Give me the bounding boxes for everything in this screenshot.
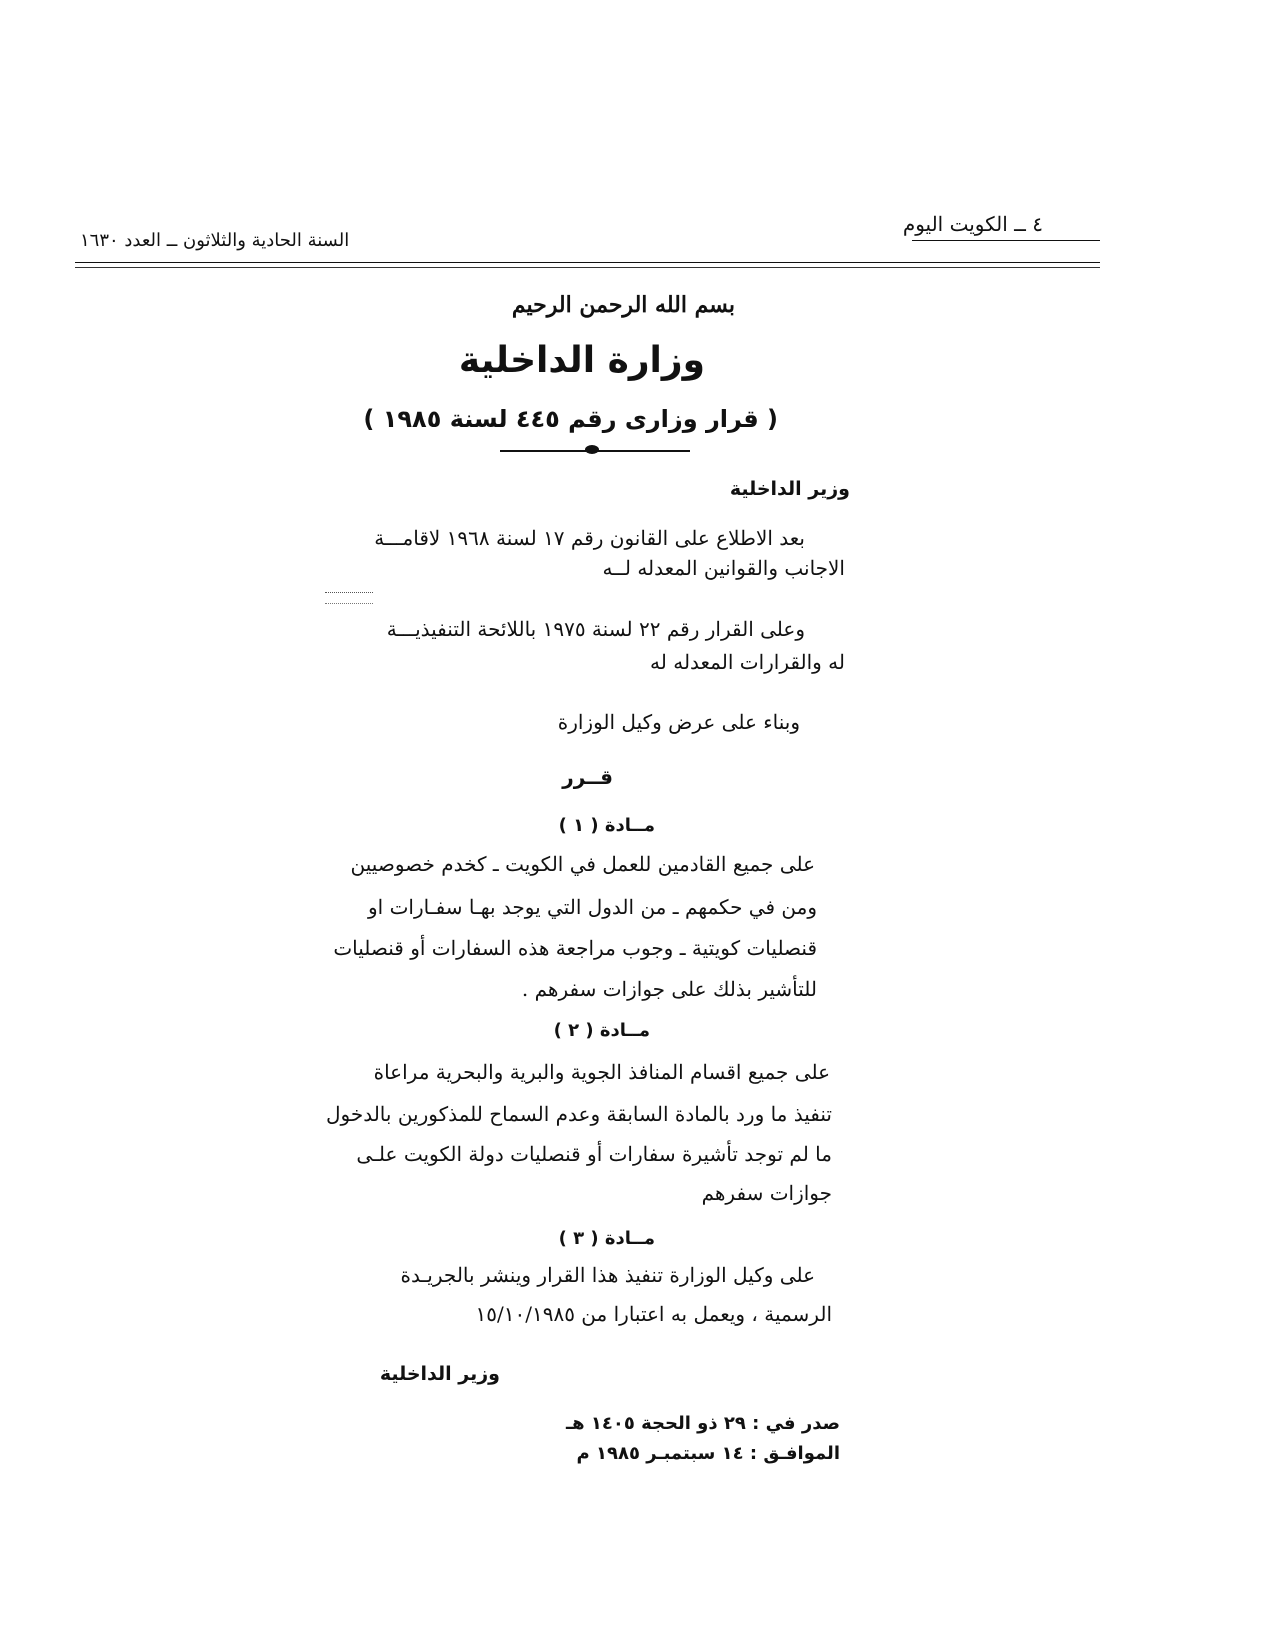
article-line: على وكيل الوزارة تنفيذ هذا القرار وينشر بالجريـدة [400,1263,815,1287]
preamble-line: وعلى القرار رقم ٢٢ لسنة ١٩٧٥ باللائحة التنفيذيـــة [386,617,805,641]
issued-date-hijri: صدر في : ٢٩ ذو الحجة ١٤٠٥ هـ [565,1413,840,1434]
decided-heading: قــرر [562,765,613,789]
preamble-line: الاجانب والقوانين المعدله لــه [602,556,845,580]
article-line: على جميع اقسام المنافذ الجوية والبرية والبحرية مراعاة [373,1060,830,1084]
stamp-mark [325,592,373,604]
preamble-line: بعد الاطلاع على القانون رقم ١٧ لسنة ١٩٦٨ لاقامـــة [374,526,805,550]
decree-title: ( قرار وزارى رقم ٤٤٥ لسنة ١٩٨٥ ) [363,405,778,433]
issued-date-gregorian: الموافـق : ١٤ سبتمبـر ١٩٨٥ م [576,1443,840,1464]
article-line: قنصليات كويتية ـ وجوب مراجعة هذه السفارات أو قنصليات [333,936,817,960]
title-divider-ornament [585,445,599,454]
minister-heading: وزير الداخلية [729,478,850,500]
header-rule [75,262,1100,263]
ministry-title: وزارة الداخلية [458,340,705,381]
article-title: مــادة ( ٢ ) [553,1020,650,1041]
article-line: الرسمية ، ويعمل به اعتبارا من ١٥/١٠/١٩٨٥ [475,1302,832,1326]
article-title: مــادة ( ١ ) [558,815,655,836]
preamble-line: له والقرارات المعدله له [650,650,845,674]
article-line: على جميع القادمين للعمل في الكويت ـ كخدم خصوصيين [350,852,815,876]
article-line: تنفيذ ما ورد بالمادة السابقة وعدم السماح للمذكورين بالدخول [325,1102,832,1126]
header-rule-secondary [75,267,1100,268]
basmala: بسم الله الرحمن الرحيم [511,292,735,318]
article-line: جوازات سفرهم [701,1181,832,1205]
newspaper-header-title: ٤ ــ الكويت اليوم [902,212,1043,236]
article-title: مــادة ( ٣ ) [558,1228,655,1249]
article-line: للتأشير بذلك على جوازات سفرهم . [521,977,817,1001]
newspaper-issue-info: السنة الحادية والثلاثون ــ العدد ١٦٣٠ [80,230,350,251]
minister-signature: وزير الداخلية [379,1363,500,1385]
article-line: ومن في حكمهم ـ من الدول التي يوجد بهـا سفـارات او [368,895,817,919]
header-underline [912,240,1100,241]
preamble-line: وبناء على عرض وكيل الوزارة [557,710,800,734]
article-line: ما لم توجد تأشيرة سفارات أو قنصليات دولة الكويت علـى [356,1142,832,1166]
